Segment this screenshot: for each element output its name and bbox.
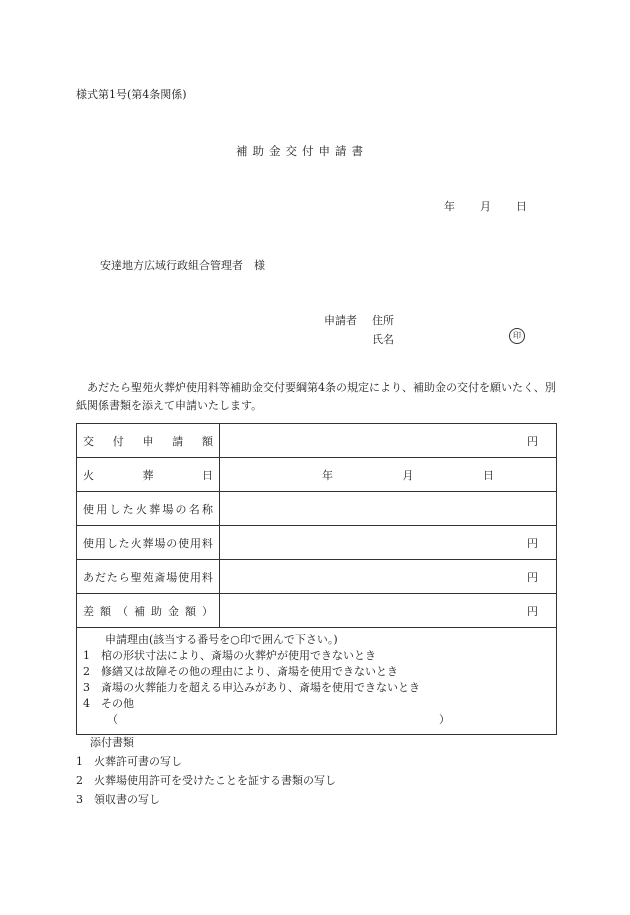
label-char: 用: [94, 536, 106, 550]
date-year-label: 年: [444, 200, 455, 213]
label-char: た: [118, 536, 130, 550]
row-label: [77, 458, 220, 492]
day-label: 日: [483, 468, 494, 482]
form-number: 様式第1号(第4条関係): [76, 88, 187, 101]
label-char: た: [122, 502, 134, 516]
crematorium-name-label: [77, 492, 220, 526]
table-row: [77, 628, 557, 735]
label-char: 場: [162, 502, 174, 516]
label-char: 聖: [130, 570, 142, 584]
label-char: 使: [178, 570, 190, 584]
adatara-fee-label: [77, 560, 220, 594]
label-char: 助: [151, 604, 162, 618]
crematorium-fee-label: [77, 526, 220, 560]
label-char: 称: [201, 502, 213, 516]
date-month-label: 月: [480, 200, 491, 213]
label-text: [83, 569, 213, 585]
paren-open: （: [107, 713, 118, 726]
table-row: [77, 424, 557, 458]
row-label: [77, 424, 220, 458]
year-label: 年: [322, 468, 333, 482]
unit-label: 円: [527, 604, 538, 618]
label-char: 葬: [142, 468, 154, 482]
label-char: あ: [83, 570, 94, 584]
application-amount-field[interactable]: [220, 424, 557, 458]
label-char: し: [109, 502, 121, 516]
label-char: 名: [188, 502, 200, 516]
cremation-date-field[interactable]: [220, 458, 557, 492]
attachment-item-3: 3 領収書の写し: [76, 793, 160, 806]
label-char: 火: [135, 502, 147, 516]
label-char: ）: [202, 604, 213, 618]
label-char: 付: [112, 434, 124, 448]
label-char: 料: [201, 570, 213, 584]
label-char: 交: [83, 434, 94, 448]
reason-title: 申請理由(該当する番号を○印で囲んで下さい。): [105, 633, 338, 646]
month-label: 月: [402, 468, 414, 482]
label-char: 使: [83, 502, 94, 516]
paren-close: ）: [439, 713, 450, 726]
reason-section: [77, 628, 557, 735]
reason-item-2[interactable]: 2 修繕又は故障その他の理由により、斎場を使用できないとき: [83, 665, 398, 678]
cremation-date-label: [83, 467, 213, 483]
label-char: 用: [190, 570, 202, 584]
reason-item-1[interactable]: 1 棺の形状寸法により、斎場の火葬炉が使用できないとき: [83, 649, 376, 662]
label-char: 額: [100, 604, 111, 618]
label-char: 差: [83, 604, 94, 618]
address-label: 住所: [372, 314, 394, 327]
unit-label: 円: [527, 536, 538, 550]
label-char: 火: [83, 468, 94, 482]
applicant-label: 申請者: [324, 314, 357, 327]
table-row: [77, 492, 557, 526]
label-char: 火: [130, 536, 142, 550]
difference-label: [77, 594, 220, 628]
label-char: 料: [201, 536, 213, 550]
application-table: [76, 423, 557, 735]
label-char: 日: [202, 468, 213, 482]
attachments-heading: 添付書類: [90, 736, 134, 749]
reason-item-4[interactable]: 4 その他: [83, 697, 134, 710]
label-char: 葬: [142, 536, 154, 550]
label-char: 金: [168, 604, 179, 618]
adatara-fee-field[interactable]: [220, 560, 557, 594]
date-day-label: 日: [516, 200, 527, 213]
table-row: [77, 594, 557, 628]
other-reason-field[interactable]: [83, 712, 550, 728]
label-char: （: [117, 604, 128, 618]
reason-item-3[interactable]: 3 斎場の火葬能力を超える申込みがあり、斎場を使用できないとき: [83, 681, 420, 694]
label-char: の: [175, 502, 187, 516]
seal-mark: 印: [509, 328, 525, 344]
label-char: だ: [94, 570, 106, 584]
document-title: 補助金交付申請書: [236, 144, 368, 158]
crematorium-name-field[interactable]: [220, 492, 557, 526]
table-row: [77, 560, 557, 594]
label-char: の: [166, 536, 178, 550]
label-char: し: [106, 536, 118, 550]
label-char: ら: [118, 570, 130, 584]
label-char: 用: [190, 536, 202, 550]
label-text: [83, 603, 213, 619]
label-char: た: [106, 570, 118, 584]
attachment-item-2: 2 火葬場使用許可を受けたことを証する書類の写し: [76, 774, 336, 787]
crematorium-fee-field[interactable]: [220, 526, 557, 560]
unit-label: 円: [527, 570, 538, 584]
unit-label: 円: [527, 434, 538, 448]
label-char: 額: [185, 604, 196, 618]
label-char: 用: [96, 502, 108, 516]
addressee: 安達地方広域行政組合管理者 様: [100, 259, 265, 272]
table-row: [77, 526, 557, 560]
table-row: [77, 458, 557, 492]
label-char: 場: [154, 536, 166, 550]
label-char: 使: [83, 536, 94, 550]
name-label: 氏名: [372, 333, 394, 346]
label-char: 申: [142, 434, 154, 448]
label-char: 補: [134, 604, 145, 618]
label-text: [83, 535, 213, 551]
label-char: 葬: [149, 502, 161, 516]
difference-field[interactable]: [220, 594, 557, 628]
label-char: 使: [178, 536, 190, 550]
label-char: 場: [166, 570, 178, 584]
label-char: 額: [202, 434, 213, 448]
label-text: [83, 501, 213, 517]
application-amount-label: [83, 433, 213, 449]
label-char: 苑: [142, 570, 154, 584]
label-char: 請: [172, 434, 184, 448]
intro-text: あだたら聖苑火葬炉使用料等補助金交付要綱第4条の規定により、補助金の交付を願いたく、別紙関係書類を添えて申請いたします。: [76, 381, 556, 412]
attachment-item-1: 1 火葬許可書の写し: [76, 755, 182, 768]
label-char: 斎: [154, 570, 166, 584]
